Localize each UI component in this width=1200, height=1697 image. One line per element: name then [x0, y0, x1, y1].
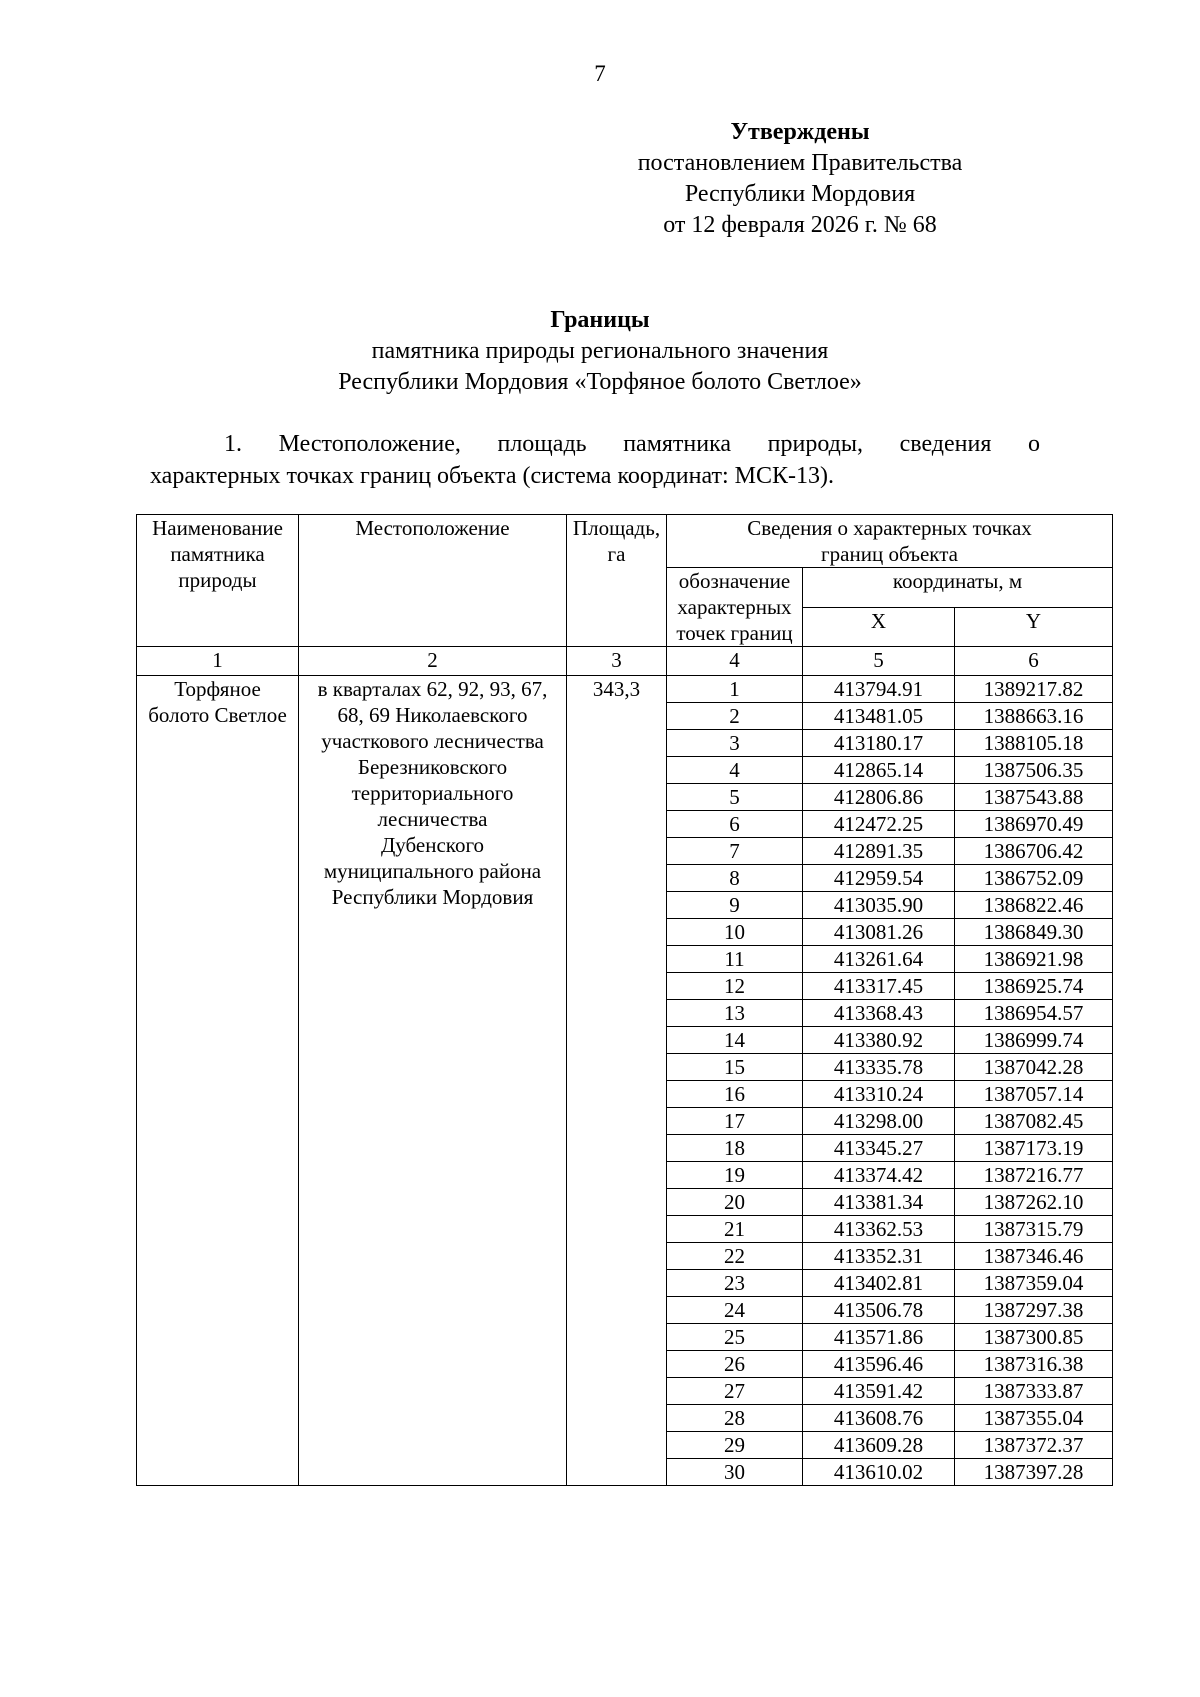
cell-coordinate-x: 413571.86 — [803, 1324, 955, 1351]
header-y-column: Y — [955, 607, 1113, 647]
location-line: лесничества — [377, 807, 488, 831]
cell-coordinate-x: 413596.46 — [803, 1351, 955, 1378]
cell-point-number: 20 — [667, 1189, 803, 1216]
cell-coordinate-y: 1386925.74 — [955, 973, 1113, 1000]
cell-coordinate-y: 1387316.38 — [955, 1351, 1113, 1378]
cell-coordinate-y: 1387042.28 — [955, 1054, 1113, 1081]
cell-coordinate-x: 412865.14 — [803, 757, 955, 784]
column-number-1: 1 — [137, 647, 299, 676]
column-number-4: 4 — [667, 647, 803, 676]
table-body — [137, 676, 1113, 1486]
header-name-column — [137, 515, 299, 647]
cell-point-number: 9 — [667, 892, 803, 919]
cell-coordinate-x: 413035.90 — [803, 892, 955, 919]
cell-coordinate-x: 413317.45 — [803, 973, 955, 1000]
cell-point-number: 16 — [667, 1081, 803, 1108]
cell-point-number: 3 — [667, 730, 803, 757]
cell-coordinate-x: 413610.02 — [803, 1459, 955, 1486]
header-points-info — [667, 515, 1113, 568]
header-points-info-line-2: границ объекта — [821, 542, 958, 566]
table-row — [137, 676, 1113, 703]
cell-monument-name — [137, 676, 299, 1486]
boundaries-table-wrapper — [136, 514, 1112, 1486]
cell-point-number: 7 — [667, 838, 803, 865]
cell-point-number: 1 — [667, 676, 803, 703]
page-number: 7 — [594, 61, 606, 86]
location-line: муниципального района — [323, 859, 542, 883]
cell-coordinate-y: 1388663.16 — [955, 703, 1113, 730]
cell-location — [299, 676, 567, 1486]
header-name-line-1: Наименование — [152, 516, 283, 540]
cell-coordinate-x: 413362.53 — [803, 1216, 955, 1243]
cell-coordinate-x: 413609.28 — [803, 1432, 955, 1459]
monument-name-line: болото Светлое — [148, 703, 287, 727]
cell-coordinate-x: 413368.43 — [803, 1000, 955, 1027]
cell-coordinate-x: 413180.17 — [803, 730, 955, 757]
cell-coordinate-y: 1387372.37 — [955, 1432, 1113, 1459]
header-designation-line-3: точек границ — [676, 621, 793, 645]
cell-coordinate-y: 1388105.18 — [955, 730, 1113, 757]
cell-coordinate-x: 413381.34 — [803, 1189, 955, 1216]
cell-coordinate-x: 413402.81 — [803, 1270, 955, 1297]
header-area-column — [567, 515, 667, 647]
document-title-line-1: Границы — [550, 307, 650, 333]
header-coordinates: координаты, м — [803, 568, 1113, 608]
header-designation-line-1: обозначение — [678, 569, 791, 593]
column-number-2: 2 — [299, 647, 567, 676]
cell-coordinate-y: 1389217.82 — [955, 676, 1113, 703]
cell-point-number: 23 — [667, 1270, 803, 1297]
cell-coordinate-y: 1386954.57 — [955, 1000, 1113, 1027]
boundaries-table — [136, 514, 1113, 1486]
cell-coordinate-x: 413591.42 — [803, 1378, 955, 1405]
cell-coordinate-y: 1387082.45 — [955, 1108, 1113, 1135]
cell-point-number: 15 — [667, 1054, 803, 1081]
cell-point-number: 14 — [667, 1027, 803, 1054]
cell-point-number: 22 — [667, 1243, 803, 1270]
cell-coordinate-y: 1386752.09 — [955, 865, 1113, 892]
cell-point-number: 21 — [667, 1216, 803, 1243]
location-line: Березниковского — [357, 755, 508, 779]
cell-coordinate-y: 1387543.88 — [955, 784, 1113, 811]
approval-line-1: Утверждены — [730, 119, 870, 145]
location-line: участкового лесничества — [321, 729, 544, 753]
document-title-line-3: Республики Мордовия «Торфяное болото Светлое» — [338, 369, 862, 395]
cell-point-number: 27 — [667, 1378, 803, 1405]
cell-coordinate-x: 413506.78 — [803, 1297, 955, 1324]
approval-line-4: от 12 февраля 2026 г. № 68 — [663, 212, 937, 238]
column-number-6: 6 — [955, 647, 1113, 676]
cell-point-number: 28 — [667, 1405, 803, 1432]
cell-point-number: 24 — [667, 1297, 803, 1324]
cell-coordinate-y: 1387173.19 — [955, 1135, 1113, 1162]
cell-coordinate-x: 412891.35 — [803, 838, 955, 865]
location-line: в кварталах 62, 92, 93, 67, — [317, 677, 548, 701]
cell-point-number: 25 — [667, 1324, 803, 1351]
cell-point-number: 18 — [667, 1135, 803, 1162]
cell-coordinate-x: 413261.64 — [803, 946, 955, 973]
cell-point-number: 29 — [667, 1432, 803, 1459]
cell-coordinate-x: 413345.27 — [803, 1135, 955, 1162]
cell-point-number: 30 — [667, 1459, 803, 1486]
paragraph-line-2: характерных точках границ объекта (система координат: МСК-13). — [150, 463, 834, 489]
header-designation-line-2: характерных — [677, 595, 792, 619]
header-row-numbers — [137, 647, 1113, 676]
cell-coordinate-y: 1387057.14 — [955, 1081, 1113, 1108]
cell-point-number: 17 — [667, 1108, 803, 1135]
column-number-5: 5 — [803, 647, 955, 676]
cell-coordinate-x: 412959.54 — [803, 865, 955, 892]
document-title — [150, 305, 1050, 398]
cell-coordinate-y: 1386970.49 — [955, 811, 1113, 838]
monument-name-line: Торфяное — [174, 677, 261, 701]
cell-coordinate-x: 413298.00 — [803, 1108, 955, 1135]
header-name-line-3: природы — [178, 568, 257, 592]
header-name-line-2: памятника — [170, 542, 265, 566]
cell-point-number: 12 — [667, 973, 803, 1000]
column-number-3: 3 — [567, 647, 667, 676]
cell-coordinate-y: 1387300.85 — [955, 1324, 1113, 1351]
cell-point-number: 19 — [667, 1162, 803, 1189]
cell-coordinate-x: 413374.42 — [803, 1162, 955, 1189]
paragraph-location-area — [150, 428, 1040, 492]
header-designation-column — [667, 568, 803, 647]
location-line: Республики Мордовия — [331, 885, 534, 909]
cell-coordinate-x: 413081.26 — [803, 919, 955, 946]
header-row-main — [137, 515, 1113, 568]
cell-point-number: 8 — [667, 865, 803, 892]
cell-point-number: 6 — [667, 811, 803, 838]
cell-coordinate-y: 1386822.46 — [955, 892, 1113, 919]
cell-coordinate-x: 413794.91 — [803, 676, 955, 703]
location-line: 68, 69 Николаевского — [337, 703, 528, 727]
cell-point-number: 11 — [667, 946, 803, 973]
cell-point-number: 2 — [667, 703, 803, 730]
cell-point-number: 4 — [667, 757, 803, 784]
cell-coordinate-x: 412806.86 — [803, 784, 955, 811]
cell-coordinate-x: 413310.24 — [803, 1081, 955, 1108]
cell-coordinate-y: 1387333.87 — [955, 1378, 1113, 1405]
cell-point-number: 26 — [667, 1351, 803, 1378]
cell-coordinate-x: 413352.31 — [803, 1243, 955, 1270]
header-x-column: X — [803, 607, 955, 647]
cell-coordinate-y: 1387346.46 — [955, 1243, 1113, 1270]
cell-coordinate-y: 1387359.04 — [955, 1270, 1113, 1297]
cell-coordinate-y: 1387297.38 — [955, 1297, 1113, 1324]
table-header — [137, 515, 1113, 676]
cell-coordinate-y: 1386849.30 — [955, 919, 1113, 946]
cell-point-number: 13 — [667, 1000, 803, 1027]
cell-coordinate-y: 1386706.42 — [955, 838, 1113, 865]
header-location-column: Местоположение — [299, 515, 567, 647]
document-title-line-2: памятника природы регионального значения — [371, 338, 829, 364]
paragraph-line-1: 1. Местоположение, площадь памятника природы, сведения о — [224, 431, 1040, 457]
cell-coordinate-y: 1386921.98 — [955, 946, 1113, 973]
cell-coordinate-y: 1387216.77 — [955, 1162, 1113, 1189]
cell-coordinate-x: 413380.92 — [803, 1027, 955, 1054]
approval-block — [560, 117, 1040, 241]
cell-coordinate-y: 1386999.74 — [955, 1027, 1113, 1054]
cell-coordinate-x: 412472.25 — [803, 811, 955, 838]
cell-area: 343,3 — [567, 676, 667, 1486]
cell-coordinate-y: 1387315.79 — [955, 1216, 1113, 1243]
header-points-info-line-1: Сведения о характерных точках — [747, 516, 1032, 540]
cell-coordinate-x: 413335.78 — [803, 1054, 955, 1081]
cell-coordinate-y: 1387397.28 — [955, 1459, 1113, 1486]
cell-coordinate-y: 1387506.35 — [955, 757, 1113, 784]
cell-point-number: 5 — [667, 784, 803, 811]
cell-coordinate-y: 1387262.10 — [955, 1189, 1113, 1216]
approval-line-3: Республики Мордовия — [684, 181, 916, 207]
cell-coordinate-y: 1387355.04 — [955, 1405, 1113, 1432]
location-line: Дубенского — [380, 833, 485, 857]
cell-point-number: 10 — [667, 919, 803, 946]
header-area-line-1: Площадь, — [572, 516, 661, 540]
cell-coordinate-x: 413608.76 — [803, 1405, 955, 1432]
approval-line-2: постановлением Правительства — [637, 150, 963, 176]
cell-coordinate-x: 413481.05 — [803, 703, 955, 730]
location-line: территориального — [351, 781, 514, 805]
header-area-line-2: га — [607, 542, 626, 566]
